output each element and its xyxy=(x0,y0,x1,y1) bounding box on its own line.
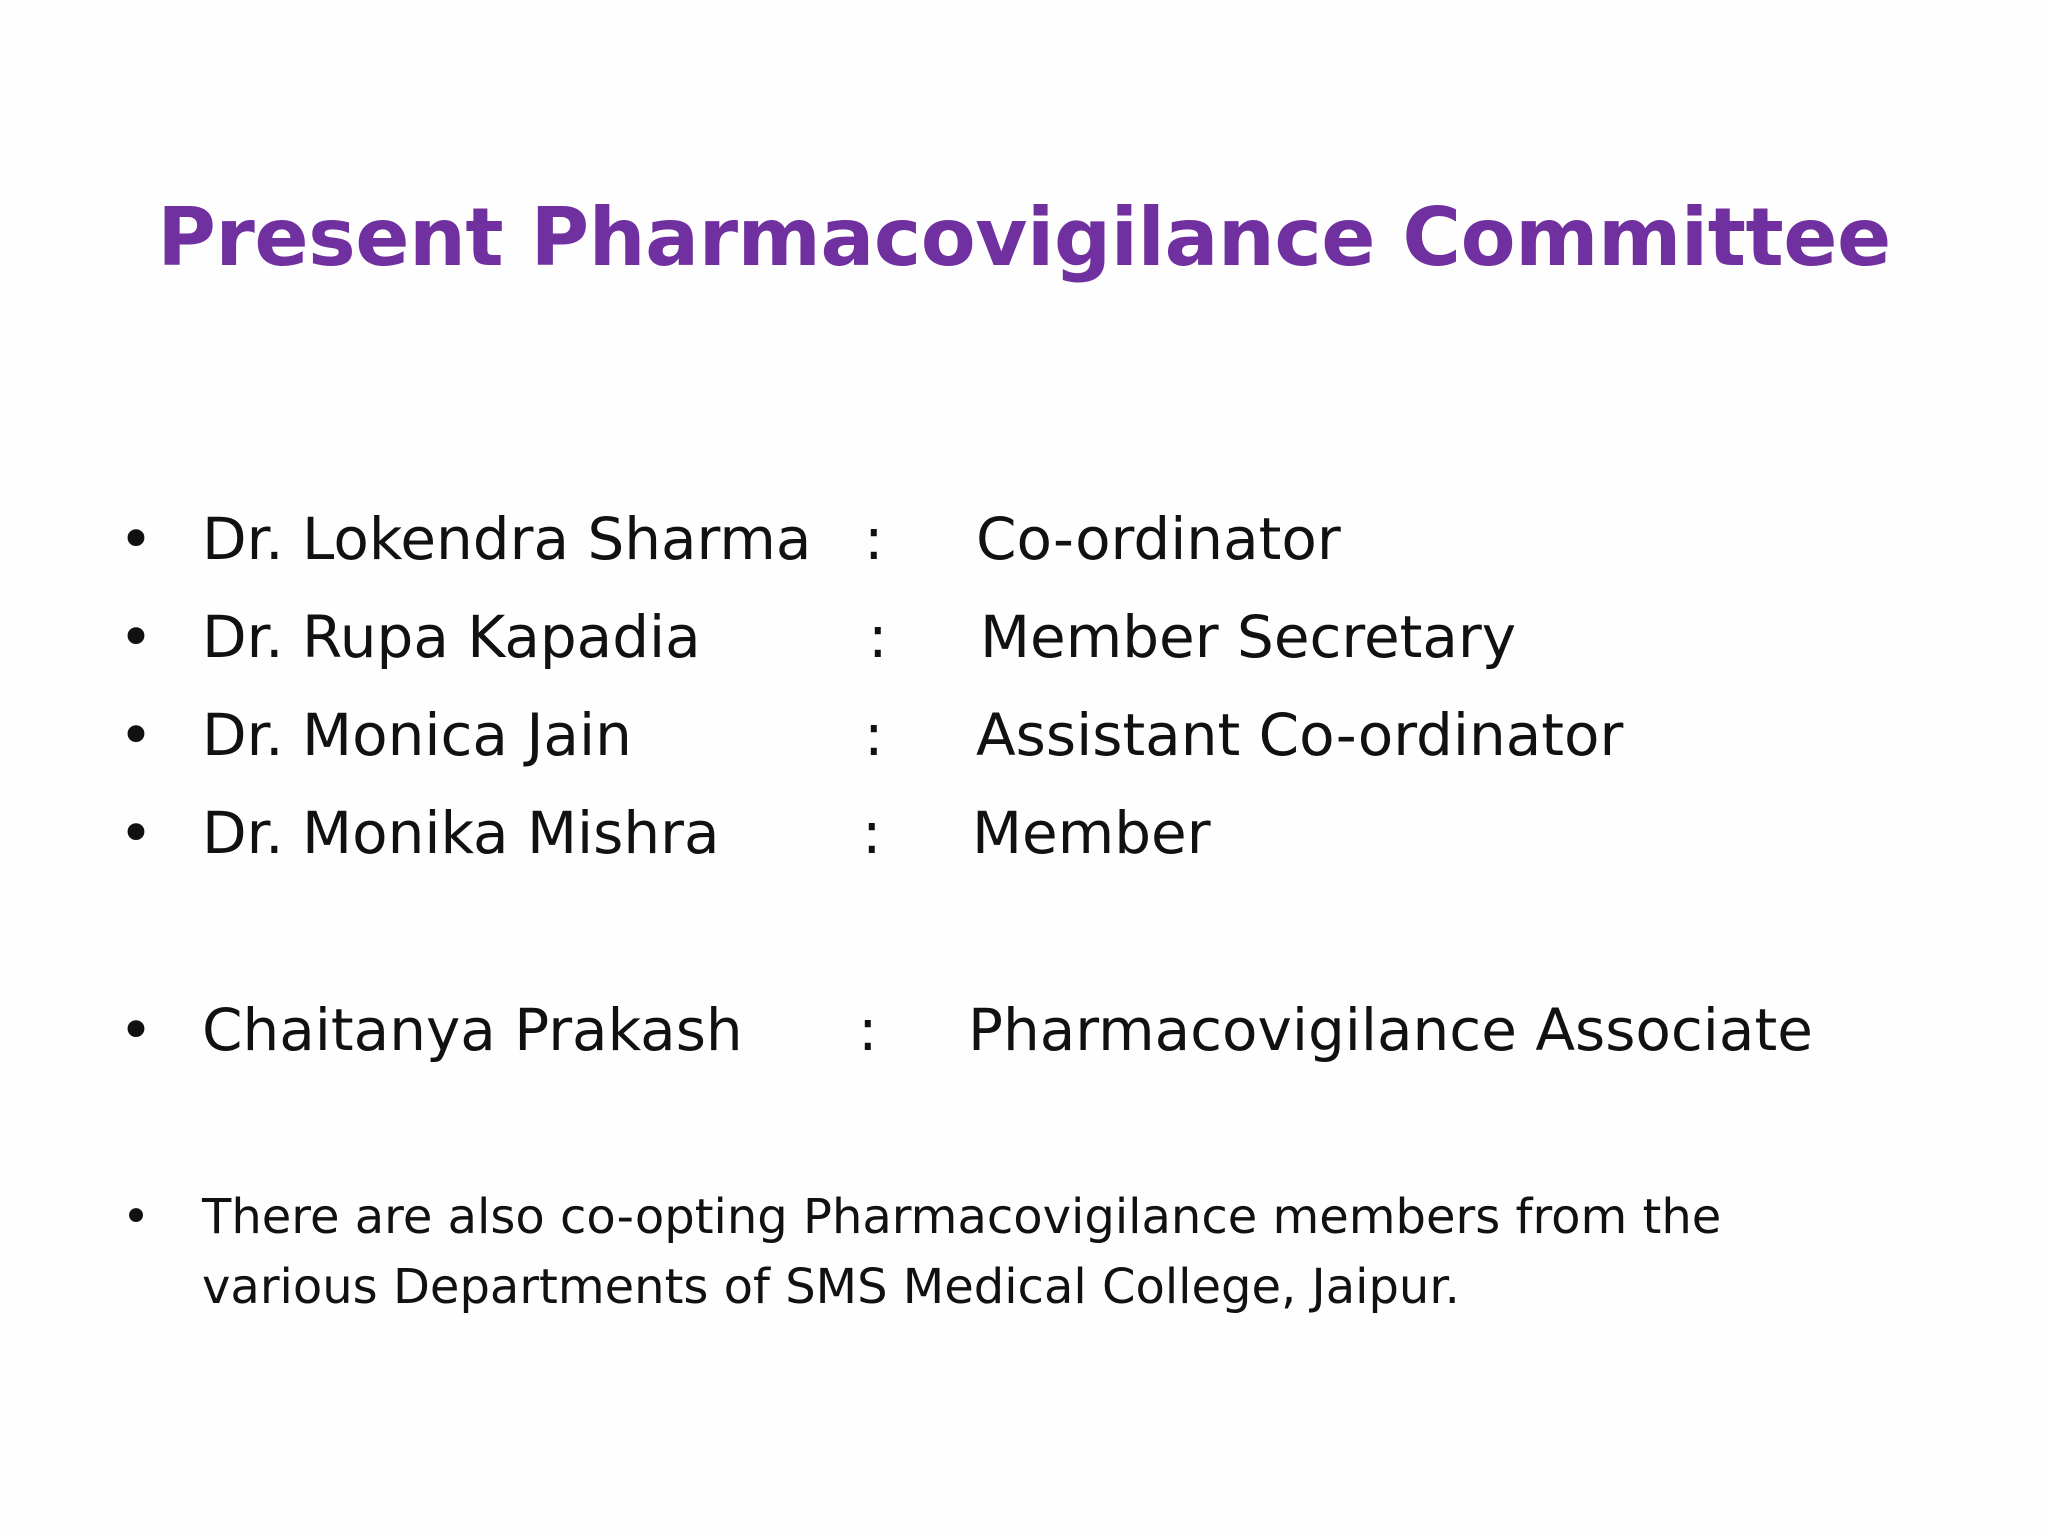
member-item xyxy=(0,793,2048,873)
bullet-icon: • xyxy=(118,603,154,671)
member-name: Chaitanya Prakash xyxy=(202,996,743,1064)
member-item xyxy=(0,597,2048,677)
member-item xyxy=(0,499,2048,579)
member-name: Dr. Monica Jain xyxy=(202,701,632,769)
member-role: Co-ordinator xyxy=(976,505,1341,573)
member-item xyxy=(0,695,2048,775)
bullet-icon: • xyxy=(121,1189,151,1245)
member-role: Pharmacovigilance Associate xyxy=(968,996,1813,1064)
bullet-icon: • xyxy=(118,701,154,769)
member-separator: : xyxy=(862,799,882,867)
slide-title: Present Pharmacovigilance Committee xyxy=(157,191,1891,284)
member-item xyxy=(0,990,2048,1070)
member-separator: : xyxy=(864,505,884,573)
bullet-icon: • xyxy=(118,799,154,867)
note-text: There are also co-opting Pharmacovigilance members from the various Departments of SMS Medical College, Jaipur. xyxy=(202,1189,1722,1315)
member-separator: : xyxy=(868,603,888,671)
member-role: Member xyxy=(972,799,1211,867)
member-role: Assistant Co-ordinator xyxy=(976,701,1624,769)
member-name: Dr. Rupa Kapadia xyxy=(202,603,701,671)
member-name: Dr. Lokendra Sharma xyxy=(202,505,812,573)
bullet-icon: • xyxy=(118,505,154,573)
member-name: Dr. Monika Mishra xyxy=(202,799,720,867)
bullet-icon: • xyxy=(118,996,154,1064)
member-separator: : xyxy=(864,701,884,769)
member-role: Member Secretary xyxy=(980,603,1517,671)
member-separator: : xyxy=(858,996,878,1064)
